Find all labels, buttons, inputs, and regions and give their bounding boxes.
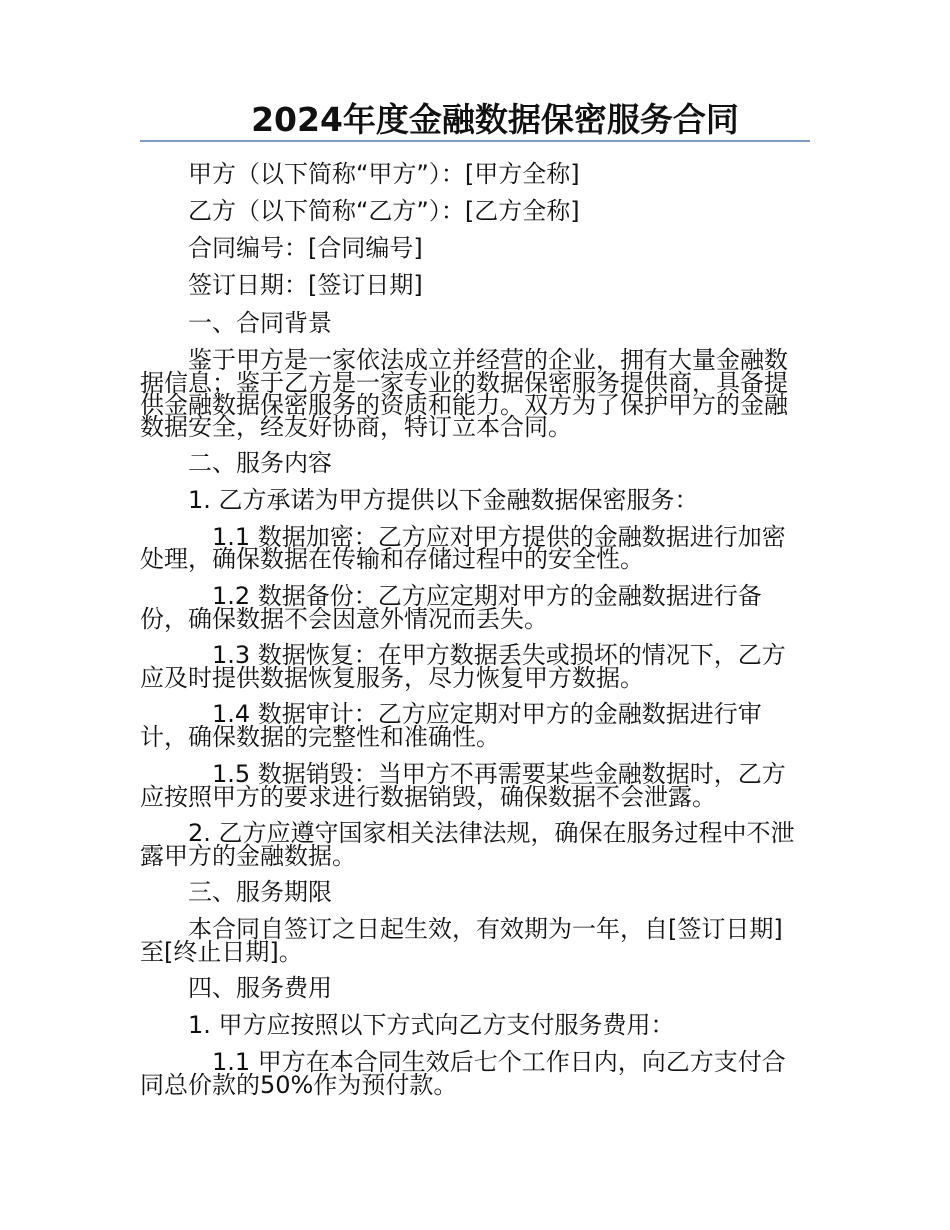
- clause-line: 1.3 数据恢复：在甲方数据丢失或损坏的情况下，乙方: [212, 641, 786, 669]
- clause-line: 应及时提供数据恢复服务，尽力恢复甲方数据。: [140, 664, 644, 692]
- clause-line: 计，确保数据的完整性和准确性。: [140, 723, 500, 751]
- clause-line: 应按照甲方的要求进行数据销毁，确保数据不会泄露。: [140, 783, 716, 811]
- clause-line: 1. 乙方承诺为甲方提供以下金融数据保密服务：: [188, 486, 699, 514]
- document-title: 2024年度金融数据保密服务合同: [251, 100, 739, 139]
- party-b-line: 乙方（以下简称“乙方”）：[乙方全称]: [188, 197, 580, 225]
- section-heading-services: 二、服务内容: [188, 449, 332, 477]
- title-underline: [140, 140, 810, 142]
- clause-line: 处理，确保数据在传输和存储过程中的安全性。: [140, 545, 644, 573]
- clause-line: 2. 乙方应遵守国家相关法律法规，确保在服务过程中不泄: [188, 819, 795, 847]
- clause-line: 份，确保数据不会因意外情况而丢失。: [140, 605, 548, 633]
- section-heading-background: 一、合同背景: [188, 309, 332, 337]
- clause-line: 露甲方的金融数据。: [140, 842, 356, 870]
- clause-line: 1.1 甲方在本合同生效后七个工作日内，向乙方支付合: [212, 1048, 786, 1076]
- paragraph-line: 至[终止日期]。: [140, 938, 303, 966]
- clause-line: 1.4 数据审计：乙方应定期对甲方的金融数据进行审: [212, 700, 762, 728]
- contract-number-line: 合同编号：[合同编号]: [188, 234, 423, 262]
- sign-date-line: 签订日期：[签订日期]: [188, 271, 423, 299]
- clause-line: 1.5 数据销毁：当甲方不再需要某些金融数据时，乙方: [212, 760, 786, 788]
- clause-line: 1.2 数据备份：乙方应定期对甲方的金融数据进行备: [212, 582, 762, 610]
- paragraph-line: 鉴于甲方是一家依法成立并经营的企业，拥有大量金融数: [188, 346, 788, 374]
- paragraph-line: 供金融数据保密服务的资质和能力。双方为了保护甲方的金融: [140, 391, 788, 419]
- paragraph-line: 本合同自签订之日起生效，有效期为一年，自[签订日期]: [188, 915, 783, 943]
- section-heading-term: 三、服务期限: [188, 878, 332, 906]
- paragraph-line: 数据安全，经友好协商，特订立本合同。: [140, 413, 572, 441]
- clause-line: 1.1 数据加密：乙方应对甲方提供的金融数据进行加密: [212, 523, 786, 551]
- section-heading-fees: 四、服务费用: [188, 974, 332, 1002]
- party-a-line: 甲方（以下简称“甲方”）：[甲方全称]: [188, 160, 580, 188]
- clause-line: 同总价款的50%作为预付款。: [140, 1071, 458, 1099]
- paragraph-line: 据信息；鉴于乙方是一家专业的数据保密服务提供商，具备提: [140, 369, 788, 397]
- clause-line: 1. 甲方应按照以下方式向乙方支付服务费用：: [188, 1011, 675, 1039]
